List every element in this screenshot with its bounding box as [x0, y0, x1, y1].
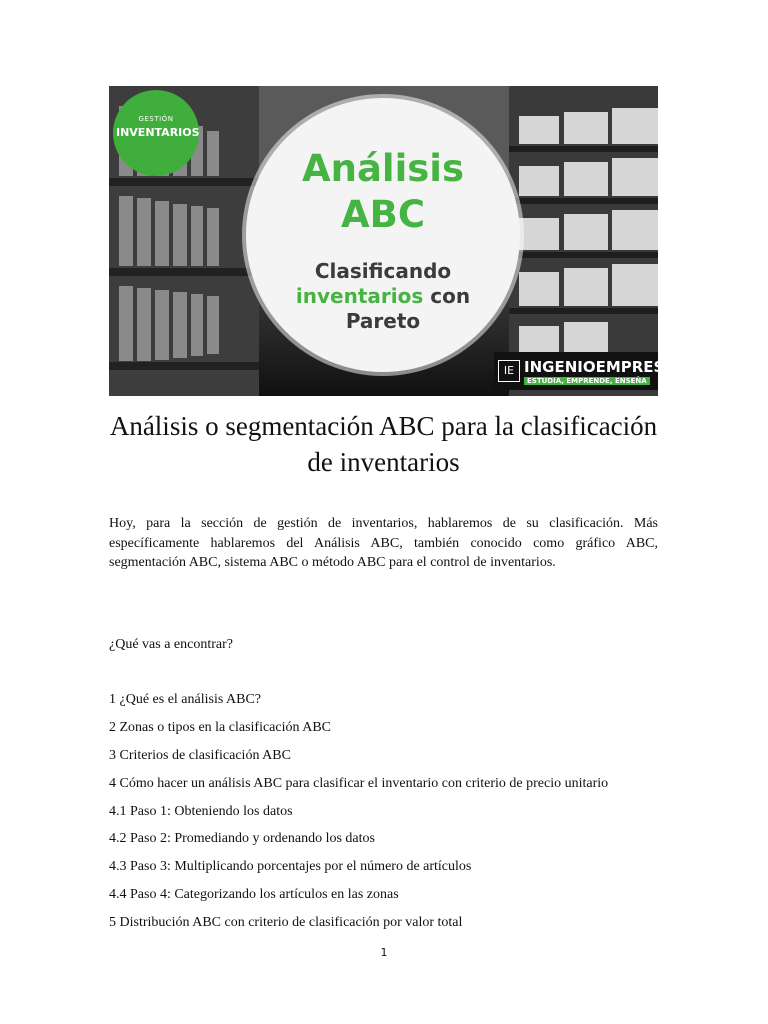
- toc-item[interactable]: 3 Criterios de clasificación ABC: [109, 747, 291, 763]
- table-of-contents: [109, 690, 608, 941]
- brand-tagline: ESTUDIA, EMPRENDE, ENSEÑA: [524, 377, 650, 385]
- brand-logo-icon: IE: [498, 360, 520, 382]
- banner-subtitle-highlight: inventarios: [295, 284, 424, 308]
- toc-item[interactable]: 1 ¿Qué es el análisis ABC?: [109, 692, 262, 707]
- toc-item[interactable]: 4.4 Paso 4: Categorizando los artículos en las zonas: [109, 887, 399, 903]
- badge-main-text: INVENTARIOS: [116, 126, 200, 139]
- toc-item[interactable]: 4.3 Paso 3: Multiplicando porcentajes por el número de artículos: [109, 859, 472, 875]
- toc-item[interactable]: 4.2 Paso 2: Promediando y ordenando los datos: [109, 831, 375, 847]
- ingenioempresa-logo: [494, 352, 676, 390]
- page-number: 1: [380, 946, 388, 959]
- banner-subtitle-line1: Clasificando: [314, 259, 452, 283]
- toc-item[interactable]: 5 Distribución ABC con criterio de clasificación por valor total: [109, 915, 463, 931]
- gestion-inventarios-badge: [116, 93, 200, 173]
- toc-item[interactable]: 4 Cómo hacer un análisis ABC para clasificar el inventario con criterio de precio unitario: [109, 775, 609, 791]
- banner-subtitle-line3: Pareto: [345, 309, 421, 333]
- toc-item[interactable]: 4.1 Paso 1: Obteniendo los datos: [109, 803, 293, 819]
- toc-item[interactable]: 2 Zonas o tipos en la clasificación ABC: [109, 719, 332, 735]
- banner-subtitle-line2: [246, 286, 520, 306]
- brand-name: INGENIOEMPRESA: [524, 358, 676, 376]
- banner-subtitle-rest: con: [423, 284, 471, 308]
- toc-heading: ¿Qué vas a encontrar?: [109, 637, 233, 652]
- document-title: Análisis o segmentación ABC para la clasificación de inventarios: [109, 411, 658, 477]
- banner-title-line2: ABC: [341, 193, 425, 236]
- intro-paragraph: Hoy, para la sección de gestión de inventarios, hablaremos de su clasificación. Más específicamente hablaremos del Análisis ABC, también conocido como gráfico ABC, segmentación ABC, sistema ABC o método ABC para el control de inventarios.: [109, 516, 658, 570]
- banner-title-line1: Análisis: [301, 147, 465, 190]
- badge-top-text: GESTIÓN: [138, 115, 174, 123]
